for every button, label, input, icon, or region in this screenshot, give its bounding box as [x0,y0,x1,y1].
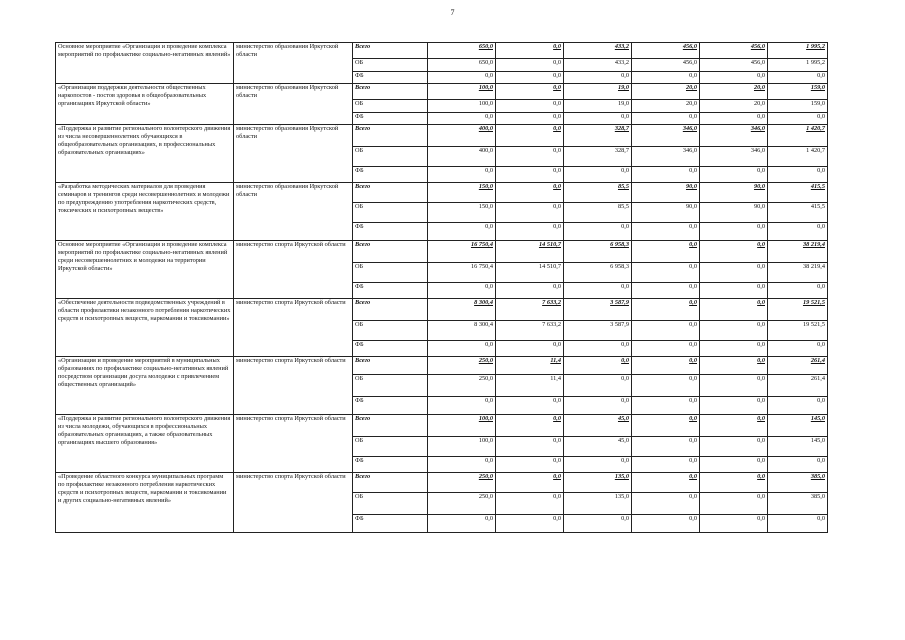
funding-source-label: ОБ [353,437,428,457]
amount-total-cell: 19 521,5 [768,321,828,341]
funding-source-label: Всего [353,241,428,263]
amount-year-cell: 7 633,2 [496,299,564,321]
amount-year-cell: 90,0 [700,183,768,203]
amount-year-cell: 100,0 [428,437,496,457]
funding-source-label: ФБ [353,223,428,241]
amount-year-cell: 0,0 [564,167,632,183]
activity-row-total [56,84,828,100]
amount-total-cell: 1 420,7 [768,125,828,147]
amount-year-cell: 0,0 [632,283,700,299]
amount-year-cell: 0,0 [496,147,564,167]
amount-year-cell: 100,0 [428,415,496,437]
amount-year-cell: 3 587,9 [564,321,632,341]
amount-year-cell: 100,0 [428,84,496,100]
amount-year-cell: 0,0 [564,72,632,84]
amount-year-cell: 0,0 [632,457,700,473]
amount-year-cell: 0,0 [632,375,700,397]
amount-year-cell: 16 750,4 [428,241,496,263]
activity-row-total [56,43,828,59]
amount-year-cell: 0,0 [428,113,496,125]
funding-source-label: Всего [353,299,428,321]
amount-year-cell: 0,0 [496,167,564,183]
funding-source-label: ОБ [353,375,428,397]
amount-total-cell: 261,4 [768,375,828,397]
amount-year-cell: 0,0 [632,72,700,84]
amount-year-cell: 0,0 [496,223,564,241]
amount-year-cell: 85,5 [564,183,632,203]
amount-total-cell: 415,5 [768,183,828,203]
amount-year-cell: 6 958,3 [564,263,632,283]
amount-total-cell: 145,0 [768,437,828,457]
amount-year-cell: 0,0 [700,437,768,457]
amount-total-cell: 0,0 [768,113,828,125]
amount-year-cell: 0,0 [428,72,496,84]
activity-row-total [56,473,828,493]
amount-total-cell: 1 995,2 [768,59,828,72]
amount-year-cell: 0,0 [632,167,700,183]
funding-source-label: ФБ [353,341,428,357]
amount-year-cell: 14 510,7 [496,241,564,263]
amount-year-cell: 0,0 [700,241,768,263]
amount-year-cell: 456,0 [632,59,700,72]
amount-year-cell: 0,0 [496,59,564,72]
amount-total-cell: 0,0 [768,72,828,84]
funding-source-label: Всего [353,125,428,147]
funding-source-label: ФБ [353,457,428,473]
amount-year-cell: 0,0 [496,515,564,533]
amount-total-cell: 159,0 [768,100,828,113]
activity-row-total [56,299,828,321]
amount-year-cell: 0,0 [496,100,564,113]
amount-year-cell: 0,0 [428,167,496,183]
amount-total-cell: 415,5 [768,203,828,223]
amount-year-cell: 0,0 [496,283,564,299]
amount-year-cell: 11,4 [496,357,564,375]
amount-year-cell: 14 510,7 [496,263,564,283]
amount-year-cell: 0,0 [496,84,564,100]
funding-source-label: ФБ [353,397,428,415]
amount-year-cell: 0,0 [700,357,768,375]
amount-year-cell: 0,0 [632,341,700,357]
activity-row-total [56,125,828,147]
amount-total-cell: 385,0 [768,473,828,493]
amount-year-cell: 20,0 [632,84,700,100]
activity-executor: министерство спорта Иркутской области [234,357,353,415]
activity-description: «Поддержка и развитие регионального волонтерского движения из числа несовершеннолетних обучающихся в общеобразовательных организациях, в профессиональных образовательных организациях» [56,125,234,183]
funding-source-label: Всего [353,84,428,100]
amount-year-cell: 0,0 [632,397,700,415]
amount-year-cell: 0,0 [700,167,768,183]
amount-year-cell: 0,0 [700,415,768,437]
amount-year-cell: 433,2 [564,43,632,59]
amount-year-cell: 100,0 [428,100,496,113]
amount-year-cell: 0,0 [700,283,768,299]
amount-year-cell: 250,0 [428,357,496,375]
amount-year-cell: 0,0 [564,113,632,125]
funding-source-label: ФБ [353,72,428,84]
amount-year-cell: 45,0 [564,437,632,457]
amount-total-cell: 0,0 [768,223,828,241]
amount-year-cell: 456,0 [700,43,768,59]
funding-source-label: ОБ [353,59,428,72]
amount-year-cell: 3 587,9 [564,299,632,321]
amount-year-cell: 90,0 [700,203,768,223]
budget-table-body [56,43,828,533]
amount-year-cell: 0,0 [700,397,768,415]
activity-executor: министерство спорта Иркутской области [234,415,353,473]
amount-year-cell: 135,0 [564,473,632,493]
activity-executor: министерство спорта Иркутской области [234,241,353,299]
amount-total-cell: 19 521,5 [768,299,828,321]
amount-year-cell: 0,0 [428,223,496,241]
amount-year-cell: 0,0 [632,437,700,457]
activity-executor: министерство образования Иркутской области [234,43,353,84]
amount-year-cell: 346,0 [632,147,700,167]
activity-row-total [56,183,828,203]
amount-year-cell: 8 300,4 [428,321,496,341]
amount-year-cell: 0,0 [496,43,564,59]
amount-year-cell: 0,0 [496,457,564,473]
budget-table [55,42,828,533]
amount-year-cell: 16 750,4 [428,263,496,283]
amount-year-cell: 8 300,4 [428,299,496,321]
amount-year-cell: 0,0 [564,397,632,415]
amount-year-cell: 0,0 [496,183,564,203]
activity-description: «Поддержка и развитие регионального волонтерского движения из числа молодежи, обучающихся в профессиональных образовательных организациях, а также образовательных организациях высшего образования» [56,415,234,473]
activity-description: «Проведение областного конкурса муниципальных программ по профилактике незаконного потребления наркотических средств и психотропных веществ, наркомании и токсикомании и других социально-негативных явлений» [56,473,234,533]
activity-description: Основное мероприятие «Организация и проведение комплекса мероприятий по профилактике социально-негативных явлений» [56,43,234,84]
funding-source-label: ОБ [353,321,428,341]
activity-executor: министерство образования Иркутской области [234,84,353,125]
funding-source-label: Всего [353,415,428,437]
amount-year-cell: 20,0 [700,100,768,113]
amount-total-cell: 385,0 [768,493,828,515]
funding-source-label: Всего [353,43,428,59]
funding-source-label: ОБ [353,203,428,223]
amount-year-cell: 90,0 [632,203,700,223]
funding-source-label: ОБ [353,263,428,283]
amount-year-cell: 400,0 [428,147,496,167]
amount-year-cell: 0,0 [700,72,768,84]
amount-year-cell: 0,0 [496,125,564,147]
amount-year-cell: 250,0 [428,375,496,397]
amount-year-cell: 0,0 [428,457,496,473]
amount-year-cell: 0,0 [564,457,632,473]
amount-year-cell: 0,0 [632,415,700,437]
amount-year-cell: 6 958,3 [564,241,632,263]
amount-year-cell: 0,0 [700,473,768,493]
amount-year-cell: 0,0 [700,493,768,515]
amount-year-cell: 150,0 [428,203,496,223]
amount-year-cell: 328,7 [564,125,632,147]
amount-year-cell: 90,0 [632,183,700,203]
activity-row-total [56,241,828,263]
amount-year-cell: 0,0 [564,515,632,533]
funding-source-label: Всего [353,357,428,375]
amount-year-cell: 328,7 [564,147,632,167]
amount-year-cell: 7 633,2 [496,321,564,341]
amount-total-cell: 38 219,4 [768,241,828,263]
amount-total-cell: 1 995,2 [768,43,828,59]
amount-year-cell: 0,0 [564,357,632,375]
amount-year-cell: 0,0 [496,493,564,515]
amount-total-cell: 0,0 [768,283,828,299]
activity-description: «Организация и проведение мероприятий в муниципальных образованиях по профилактике социально-негативных явлений посредством организации досуга молодежи с привлечением общественных организаций» [56,357,234,415]
amount-year-cell: 650,0 [428,43,496,59]
amount-year-cell: 400,0 [428,125,496,147]
funding-source-label: ФБ [353,113,428,125]
amount-year-cell: 0,0 [496,415,564,437]
amount-total-cell: 159,0 [768,84,828,100]
amount-year-cell: 0,0 [496,72,564,84]
amount-year-cell: 19,0 [564,100,632,113]
activity-executor: министерство спорта Иркутской области [234,473,353,533]
amount-year-cell: 0,0 [428,283,496,299]
amount-year-cell: 0,0 [700,515,768,533]
amount-year-cell: 0,0 [564,341,632,357]
amount-year-cell: 0,0 [564,223,632,241]
amount-year-cell: 0,0 [496,397,564,415]
amount-year-cell: 135,0 [564,493,632,515]
amount-year-cell: 346,0 [632,125,700,147]
amount-year-cell: 45,0 [564,415,632,437]
amount-year-cell: 0,0 [700,299,768,321]
activity-description: Основное мероприятие «Организация и проведение комплекса мероприятий по профилактике социально-негативных явлений среди несовершеннолетних и молодежи на территории Иркутской области» [56,241,234,299]
funding-source-label: Всего [353,183,428,203]
funding-source-label: ФБ [353,283,428,299]
amount-year-cell: 0,0 [496,437,564,457]
amount-year-cell: 0,0 [700,113,768,125]
amount-total-cell: 145,0 [768,415,828,437]
amount-year-cell: 456,0 [632,43,700,59]
amount-year-cell: 0,0 [632,515,700,533]
amount-total-cell: 0,0 [768,167,828,183]
amount-year-cell: 0,0 [632,113,700,125]
amount-year-cell: 0,0 [428,515,496,533]
activity-row-total [56,415,828,437]
funding-source-label: ОБ [353,100,428,113]
funding-source-label: Всего [353,473,428,493]
amount-year-cell: 0,0 [428,397,496,415]
amount-year-cell: 0,0 [700,457,768,473]
amount-year-cell: 0,0 [496,203,564,223]
amount-year-cell: 0,0 [496,341,564,357]
amount-total-cell: 0,0 [768,457,828,473]
amount-year-cell: 250,0 [428,473,496,493]
amount-year-cell: 0,0 [632,493,700,515]
amount-year-cell: 150,0 [428,183,496,203]
amount-year-cell: 0,0 [632,299,700,321]
amount-year-cell: 19,0 [564,84,632,100]
amount-year-cell: 0,0 [700,263,768,283]
amount-year-cell: 0,0 [564,283,632,299]
amount-year-cell: 0,0 [700,321,768,341]
amount-total-cell: 0,0 [768,397,828,415]
activity-executor: министерство спорта Иркутской области [234,299,353,357]
amount-total-cell: 38 219,4 [768,263,828,283]
amount-year-cell: 0,0 [700,375,768,397]
amount-year-cell: 0,0 [632,321,700,341]
amount-year-cell: 346,0 [700,147,768,167]
amount-year-cell: 0,0 [632,223,700,241]
amount-year-cell: 0,0 [564,375,632,397]
amount-year-cell: 0,0 [496,113,564,125]
amount-year-cell: 650,0 [428,59,496,72]
amount-year-cell: 20,0 [700,84,768,100]
funding-source-label: ФБ [353,167,428,183]
funding-source-label: ОБ [353,493,428,515]
activity-executor: министерство образования Иркутской области [234,125,353,183]
amount-year-cell: 85,5 [564,203,632,223]
amount-year-cell: 456,0 [700,59,768,72]
activity-description: «Организация поддержки деятельности общественных наркопостов - постов здоровья в общеобразовательных организациях Иркутской области» [56,84,234,125]
amount-year-cell: 0,0 [700,223,768,241]
funding-source-label: ОБ [353,147,428,167]
amount-total-cell: 1 420,7 [768,147,828,167]
activity-description: «Обеспечение деятельности подведомственных учреждений в области профилактики незаконного потребления наркотических средств и психотропных веществ, наркомании и токсикомании» [56,299,234,357]
amount-year-cell: 20,0 [632,100,700,113]
amount-year-cell: 250,0 [428,493,496,515]
amount-year-cell: 433,2 [564,59,632,72]
amount-year-cell: 0,0 [632,357,700,375]
amount-year-cell: 0,0 [700,341,768,357]
amount-year-cell: 346,0 [700,125,768,147]
funding-source-label: ФБ [353,515,428,533]
amount-year-cell: 11,4 [496,375,564,397]
activity-description: «Разработка методических материалов для проведения семинаров и тренингов среди несовершеннолетних и молодежи по предупреждению употребления наркотических средств, токсических и психотропных веществ» [56,183,234,241]
amount-year-cell: 0,0 [632,263,700,283]
amount-year-cell: 0,0 [496,473,564,493]
activity-executor: министерство образования Иркутской области [234,183,353,241]
amount-total-cell: 0,0 [768,515,828,533]
amount-year-cell: 0,0 [632,241,700,263]
page-number: 7 [450,8,455,17]
amount-total-cell: 0,0 [768,341,828,357]
amount-year-cell: 0,0 [632,473,700,493]
amount-total-cell: 261,4 [768,357,828,375]
amount-year-cell: 0,0 [428,341,496,357]
activity-row-total [56,357,828,375]
